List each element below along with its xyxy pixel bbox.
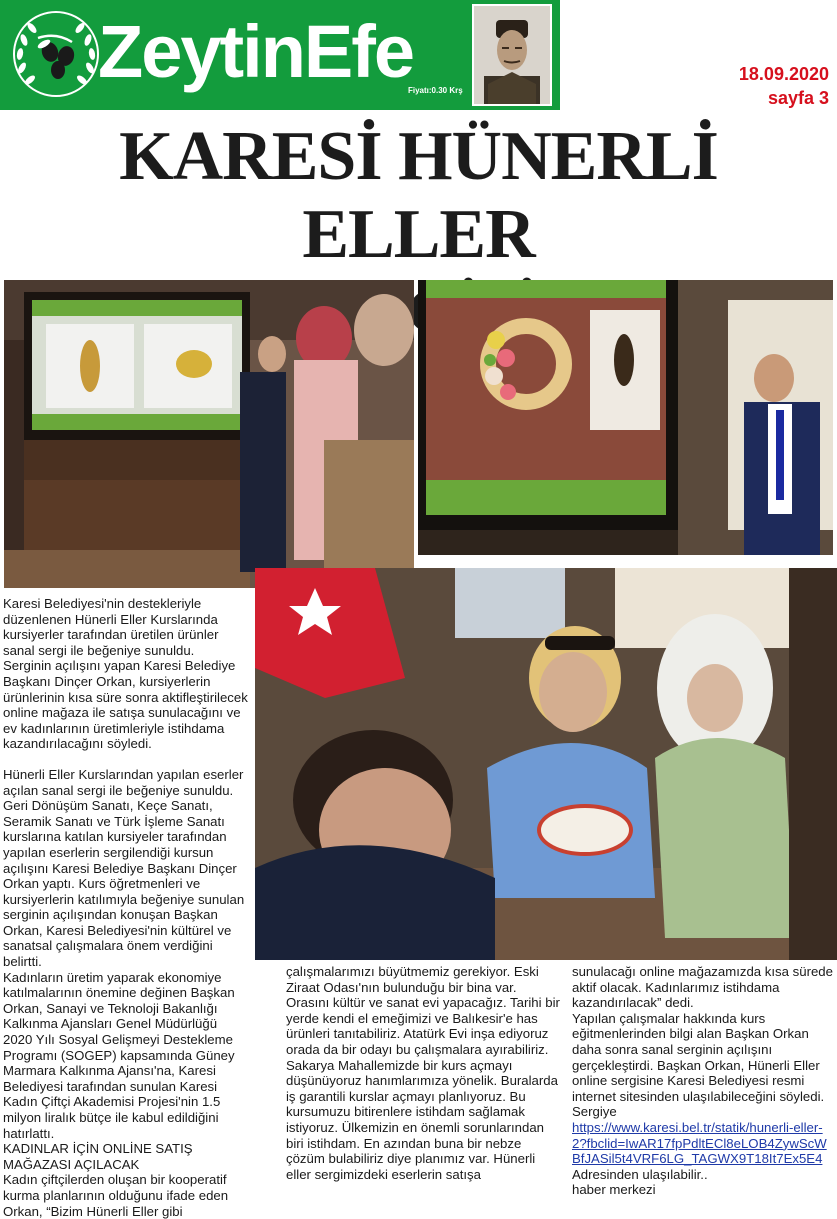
article-column-3 [572, 964, 834, 1198]
article-paragraph: Adresinden ulaşılabilir.. [572, 1166, 708, 1182]
article-paragraph: çalışmalarımızı büyütmemiz gerekiyor. Eski Ziraat Odası'nın bulunduğu bir bina var. Orasını kültür ve sanat evi yapacağız. Tarihi bir yerde kendi el emeğimizi ve Balıkesir'e has ürünleri tanıtabiliriz. Atatürk Evi inşa ediyoruz orada da bir odayı bu çalışmalara ayırabiliriz. Sakarya Mahallemizde bir kurs açmayı düşünüyoruz hanımlarımıza yönelik. Buralarda iş garantili kurslar açmayı planlıyoruz. Bu kursumuzu bitirenlere istihdam sağlamak istiyoruz. Ülkemizin en önemli sorunlarından biri istihdam. En azından buna bir nebze çözüm bulabiliriz diye planımız var. Hünerli eller sergimizdeki eserlerin satışa [286, 964, 560, 1182]
ataturk-portrait [474, 6, 550, 104]
photo-mayor-with-participants [255, 568, 837, 960]
price-label: Fiyatı:0.30 Krş [408, 86, 463, 95]
masthead [0, 0, 560, 110]
olive-wreath-logo [8, 8, 104, 100]
portrait-frame [472, 4, 552, 106]
subheading: KADINLAR İÇİN ONLİNE SATIŞ MAĞAZASI AÇILACAK [3, 1141, 193, 1172]
article-paragraph: Hünerli Eller Kurslarından yapılan eserler açılan sanal sergi ile beğeniye sunuldu. Geri Dönüşüm Sanatı, Keçe Sanatı, Seramik Sanatı ve Türk İşleme Sanatı kurslarına katılan kursiyeler tarafından yapılan eserlerin sergilendiği kursun açılışını Karesi Belediye Başkanı Dinçer Orkan yaptı. Kurs öğretmenleri ve kursiyerlerin katılımıyla beğeniye sunulan serginin açılışından konuşan Başkan Orkan, Karesi Belediyesi'nin kültürel ve sanatsal çalışmalara önem verdiğini belirtti. [3, 766, 245, 970]
exhibition-url-link[interactable]: https://www.karesi.bel.tr/statik/hunerli-eller-2?fbclid=IwAR17fpPdltECl8eLOB4ZywScWBfJASil5t4VRF6LG_TAGWX9T18It7Ex5E4 [572, 1119, 827, 1167]
article-paragraph: sunulacağı online mağazamızda kısa sürede aktif olacak. Kadınlarımız istihdama kazandırılacak” dedi. [572, 964, 833, 1011]
article-paragraph: Yapılan çalışmalar hakkında kurs eğitmenlerinden bilgi alan Başkan Orkan daha sonra sanal serginin açılışını gerçekleştirdi. Başkan Orkan, Hünerli Eller online sergisine Karesi Belediyesi resmi internet sitesinden ulaşılabileceğini söyledi. [572, 1010, 825, 1104]
photo-exhibition-screen-left [4, 280, 414, 588]
article-paragraph: Kadın çiftçilerden oluşan bir kooperatif kurma planlarının olduğunu ifade eden Orkan, “Bizim Hünerli Eller gibi [3, 1172, 229, 1219]
headline-line-1: KARESİ HÜNERLİ ELLER [119, 118, 718, 273]
article-paragraph: Sergiye [572, 1104, 617, 1120]
article-paragraph: Kadınların üretim yaparak ekonomiye katılmalarının önemine değinen Başkan Orkan, Sanayi ve Teknoloji Bakanlığı Kalkınma Ajansları Genel Müdürlüğü 2020 Yılı Sosyal Gelişmeyi Destekleme Programı (SOGEP) kapsamında Güney Marmara Kalkınma Ajansı'na, Karesi Belediyesi tarafından sunulan Karesi Kadın Çiftçi Akademisi Projesi'nin 1.5 milyon liralık bütçe ile kabul edildiğini hatırlattı. [3, 969, 235, 1141]
page-number: sayfa 3 [767, 88, 829, 108]
issue-date: 18.09.2020 [738, 64, 829, 84]
article-signature: haber merkezi [572, 1182, 656, 1198]
photo-exhibition-screen-right [418, 280, 833, 555]
article-paragraph: Karesi Belediyesi'nin destekleriyle düzenlenen Hünerli Eller Kurslarında kursiyerler tarafından üretilen ürünler sanal sergi ile beğeniye sunuldu. [3, 596, 219, 658]
brand-name: ZeytinEfe [98, 10, 414, 93]
article-paragraph: Serginin açılışını yapan Karesi Belediye Başkanı Dinçer Orkan, kursiyerlerin ürünlerinin kısa süre sonra aktifleştirilecek online mağaza ile satışa sunulacağını ve ev kadınlarının üretimleriyle istihdama kazandırılacağını söyledi. [3, 658, 248, 752]
article-column-2 [286, 964, 562, 1182]
article-column-1 [3, 596, 249, 1219]
